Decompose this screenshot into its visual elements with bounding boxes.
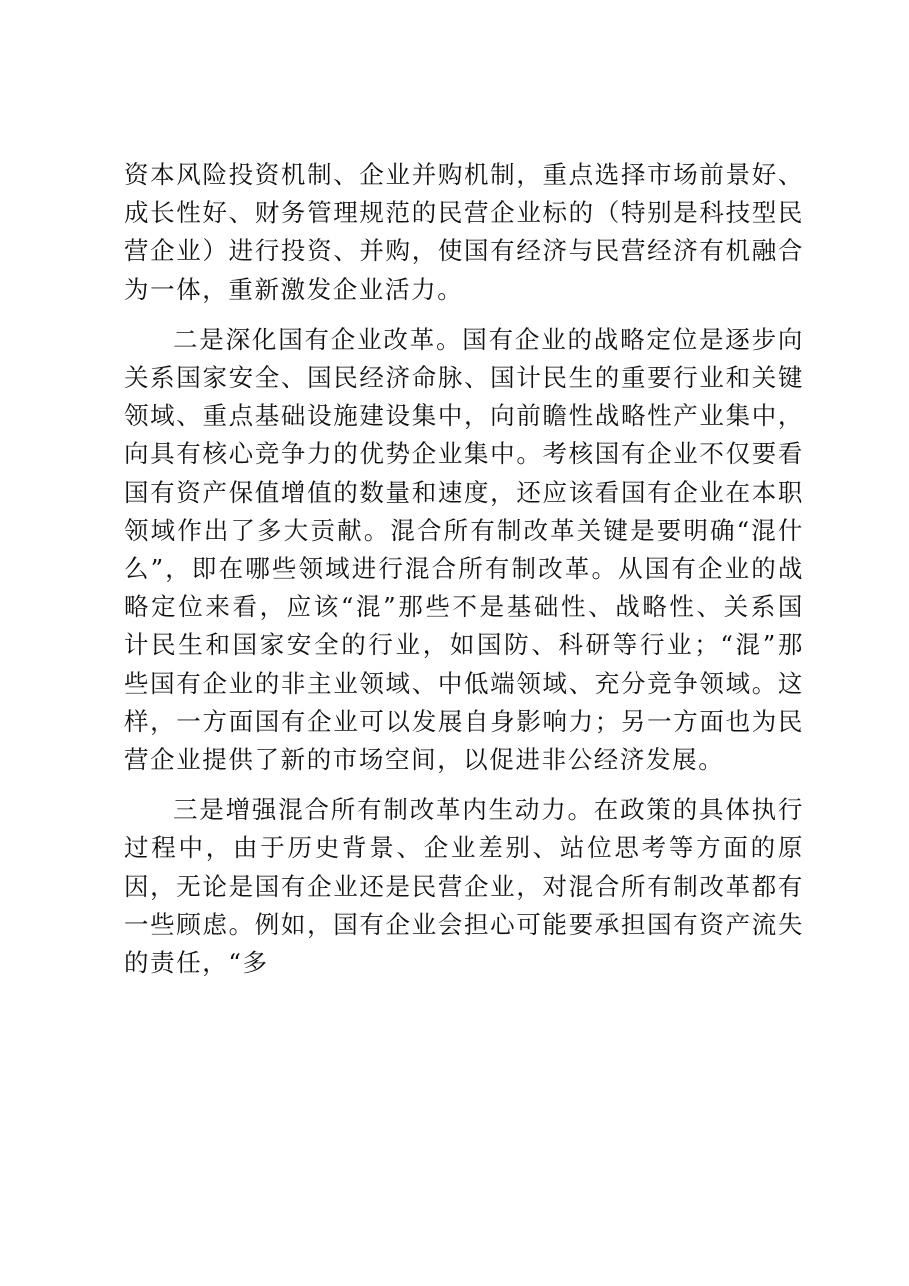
paragraph-second-point: 二是深化国有企业改革。国有企业的战略定位是逐步向关系国家安全、国民经济命脉、国计民生的重要行业和关键领域、重点基础设施建设集中，向前瞻性战略性产业集中，向具有核心竞争力的优势企业集中。考核国有企业不仅要看国有资产保值增值的数量和速度，还应该看国有企业在本职领域作出了多大贡献。混合所有制改革关键是要明确“混什么”，即在哪些领域进行混合所有制改革。从国有企业的战略定位来看，应该“混”那些不是基础性、战略性、关系国计民生和国家安全的行业，如国防、科研等行业；“混”那些国有企业的非主业领域、中低端领域、充分竞争领域。这样，一方面国有企业可以发展自身影响力；另一方面也为民营企业提供了新的市场空间，以促进非公经济发展。	[124, 324, 804, 775]
document-body	[124, 156, 804, 994]
paragraph-continuation: 资本风险投资机制、企业并购机制，重点选择市场前景好、成长性好、财务管理规范的民营企业标的（特别是科技型民营企业）进行投资、并购，使国有经济与民营经济有机融合为一体，重新激发企业活力。	[124, 160, 804, 304]
paragraph-third-point: 三是增强混合所有制改革内生动力。在政策的具体执行过程中，由于历史背景、企业差别、站位思考等方面的原因，无论是国有企业还是民营企业，对混合所有制改革都有一些顾虑。例如，国有企业会担心可能要承担国有资产流失的责任，“多	[124, 795, 804, 978]
